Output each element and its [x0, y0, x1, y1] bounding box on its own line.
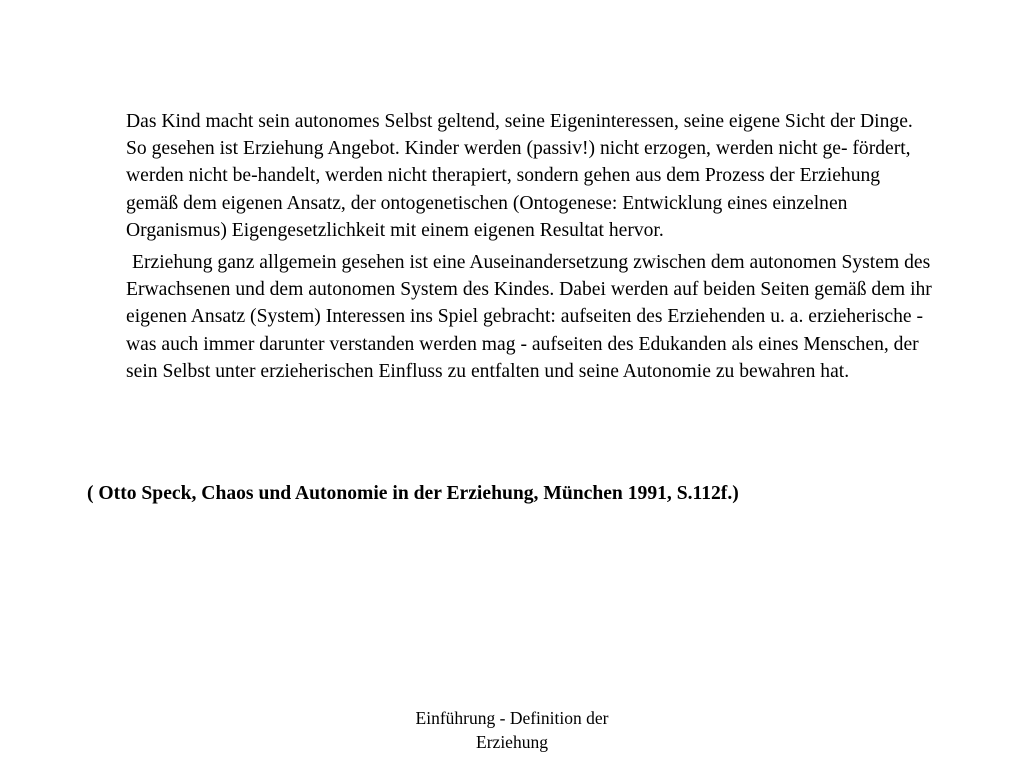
slide-footer — [382, 706, 642, 754]
quote-paragraph-2: Erziehung ganz allgemein gesehen ist eine Auseinandersetzung zwischen dem autonomen System des Erwachsenen und dem autonomen System des Kindes. Dabei werden auf beiden Seiten gemäß dem ihr eigenen Ansatz (System) Interessen ins Spiel gebracht: aufseiten des Erziehenden u. a. erzieherische - was auch immer darunter verstanden werden mag - aufseiten des Edukanden als eines Menschen, der sein Selbst unter erzieherischen Einfluss zu entfalten und seine Autonomie zu bewahren hat. — [126, 252, 932, 382]
footer-title-line-1: Einführung - Definition der — [415, 708, 609, 728]
citation: ( Otto Speck, Chaos und Autonomie in der Erziehung, München 1991, S.112f.) — [87, 483, 739, 504]
quote-paragraph-1: Das Kind macht sein autonomes Selbst geltend, seine Eigeninteressen, seine eigene Sicht der Dinge. So gesehen ist Erziehung Angebot. Kinder werden (passiv!) nicht erzogen, werden nicht ge- fördert, werden nicht be-handelt, werden nicht therapiert, sondern gehen aus dem Prozess der Erziehung gemäß dem eigenen Ansatz, der ontogenetischen (Ontogenese: Entwicklung eines einzelnen Organismus) Eigengesetzlichkeit mit einem eigenen Resultat hervor. — [126, 111, 913, 241]
quote-block — [126, 108, 936, 385]
footer-title-line-2: Erziehung — [476, 732, 548, 752]
